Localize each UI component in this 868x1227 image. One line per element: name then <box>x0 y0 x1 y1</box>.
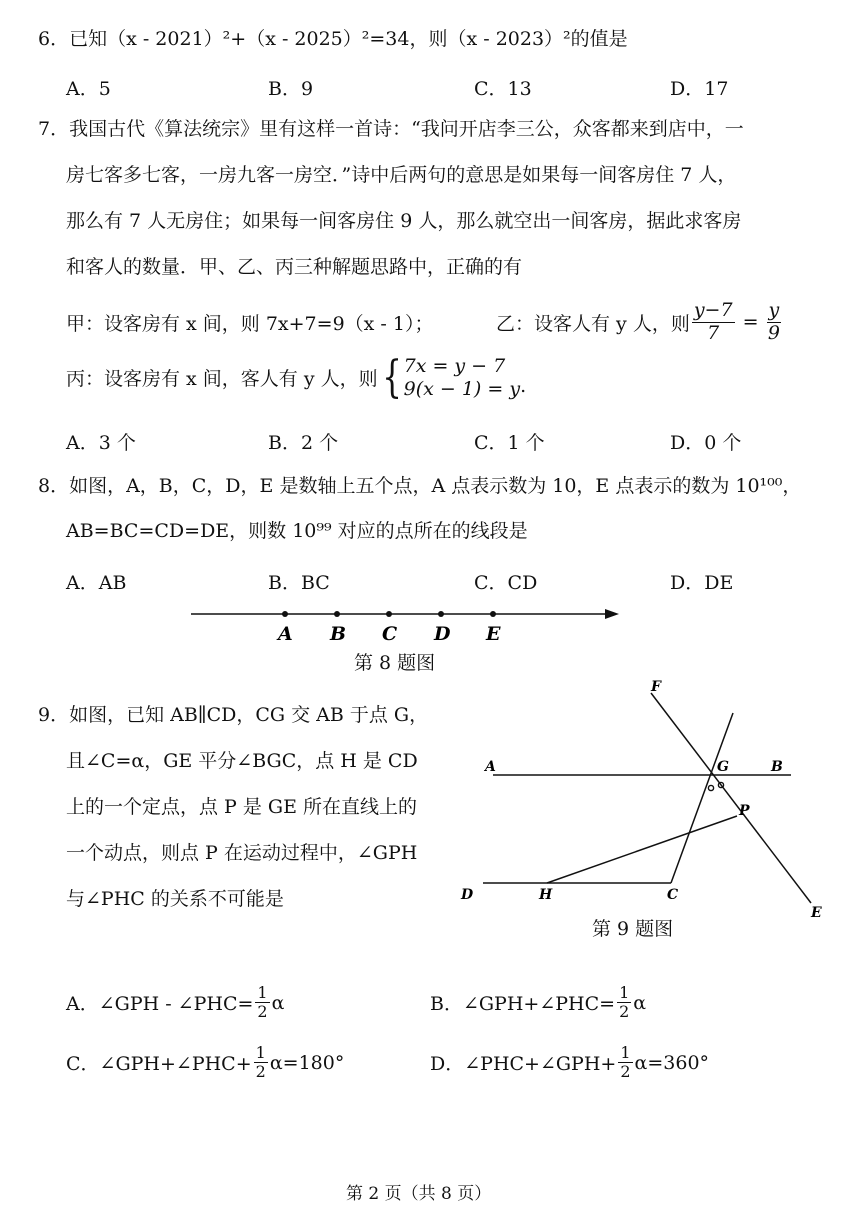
q9-line-4: 一个动点，则点 P 在运动过程中，∠GPH <box>66 842 418 864</box>
label-c: C <box>667 887 679 903</box>
half-num: 1 <box>255 1043 266 1062</box>
point-c-label: C <box>382 623 398 645</box>
half-num: 1 <box>620 1043 631 1062</box>
q9-option-d-post: α=360° <box>634 1051 710 1074</box>
point-c-dot <box>386 611 392 617</box>
point-b-dot <box>334 611 340 617</box>
q8-option-c: C．CD <box>474 572 538 594</box>
q7-yi-den: 7 <box>707 321 720 344</box>
page-footer: 第 2 页（共 8 页） <box>346 1184 492 1204</box>
line-hp <box>547 816 737 883</box>
q7-yi-equals: = <box>742 311 759 334</box>
q7-yi-den2: 9 <box>767 321 780 344</box>
q7-line-1: 7．我国古代《算法统宗》里有这样一首诗：“我问开店李三公，众客都来到店中，一 <box>38 118 744 140</box>
brace-icon: { <box>381 351 402 403</box>
q8-line-2: AB=BC=CD=DE，则数 10⁹⁹ 对应的点所在的线段是 <box>66 520 528 542</box>
q7-yi-fraction-left <box>692 300 735 345</box>
q7-option-b: B．2 个 <box>268 432 339 454</box>
q9-option-a-text: A．∠GPH - ∠PHC= <box>66 993 254 1016</box>
q6-option-c: C．13 <box>474 78 532 100</box>
point-b-label: B <box>330 623 347 645</box>
q9-line-2: 且∠C=α，GE 平分∠BGC，点 H 是 CD <box>66 750 418 772</box>
q9-option-a <box>66 984 284 1022</box>
half-den: 2 <box>255 1062 266 1082</box>
q9-option-a-alpha: α <box>271 991 285 1014</box>
q7-bing-eq1: 7x = y − 7 <box>403 355 506 377</box>
q9-line-5: 与∠PHC 的关系不可能是 <box>66 888 284 910</box>
q9-option-b <box>430 984 646 1022</box>
q8-option-b: B．BC <box>268 572 330 594</box>
q7-line-2: 房七客多七客，一房九客一房空．”诗中后两句的意思是如果每一间客房住 7 人， <box>66 164 737 186</box>
q7-bing <box>66 351 527 403</box>
q7-yi-prefix: 乙：设客人有 y 人，则 <box>496 312 690 335</box>
number-line-figure <box>185 600 625 650</box>
q9-option-b-text: B．∠GPH+∠PHC= <box>430 993 616 1016</box>
q8-option-a: A．AB <box>66 572 127 594</box>
label-g: G <box>717 759 729 775</box>
half-den: 2 <box>620 1062 631 1082</box>
q7-line-3: 那么有 7 人无房住；如果每一间客房住 9 人，那么就空出一间客房，据此求客房 <box>66 210 742 232</box>
q9-option-b-half <box>617 984 631 1022</box>
geometry-figure <box>455 675 835 935</box>
half-num: 1 <box>619 983 630 1002</box>
q9-line-3: 上的一个定点，点 P 是 GE 所在直线上的 <box>66 796 417 818</box>
q9-option-c-half <box>254 1044 268 1082</box>
q7-yi-fraction-right <box>767 300 782 345</box>
half-den: 2 <box>257 1002 268 1022</box>
q8-line-1: 8．如图，A，B，C，D，E 是数轴上五个点，A 点表示数为 10，E 点表示的数为 10¹⁰⁰， <box>38 475 802 497</box>
q9-option-d-text: D．∠PHC+∠GPH+ <box>430 1053 617 1076</box>
q7-bing-eq2: 9(x − 1) = y <box>403 377 521 400</box>
q6-option-b: B．9 <box>268 78 314 100</box>
q9-caption: 第 9 题图 <box>592 918 674 940</box>
line-cg <box>671 713 733 883</box>
q7-bing-end: . <box>520 374 527 397</box>
number-line-arrow-icon <box>605 609 619 619</box>
q9-option-a-half <box>255 984 269 1022</box>
label-h: H <box>539 887 553 903</box>
q9-option-d <box>430 1044 709 1082</box>
point-a-label: A <box>278 623 293 645</box>
q8-caption: 第 8 题图 <box>354 652 436 674</box>
label-f: F <box>651 679 661 695</box>
q7-yi-num: y−7 <box>693 299 733 321</box>
q7-bing-prefix: 丙：设客房有 x 间，客人有 y 人，则 <box>66 368 378 391</box>
point-e-label: E <box>486 623 501 645</box>
point-a-dot <box>282 611 288 617</box>
q9-option-c <box>66 1044 344 1082</box>
q7-jia: 甲：设客房有 x 间，则 7x+7=9（x - 1）； <box>66 313 434 335</box>
point-d-label: D <box>434 623 451 645</box>
label-d: D <box>461 887 474 903</box>
point-e-dot <box>490 611 496 617</box>
angle-mark-icon <box>708 785 713 790</box>
q7-line-4: 和客人的数量．甲、乙、丙三种解题思路中，正确的有 <box>66 256 523 278</box>
q9-option-b-alpha: α <box>633 991 647 1014</box>
q9-option-c-post: α=180° <box>269 1051 345 1074</box>
q7-option-c: C．1 个 <box>474 432 545 454</box>
q7-bing-system <box>404 355 520 401</box>
half-den: 2 <box>619 1002 630 1022</box>
q9-option-c-text: C．∠GPH+∠PHC+ <box>66 1053 252 1076</box>
point-d-dot <box>438 611 444 617</box>
q6-option-d: D．17 <box>670 78 729 100</box>
label-e: E <box>811 905 822 921</box>
label-a: A <box>485 759 496 775</box>
q8-option-d: D．DE <box>670 572 734 594</box>
q6-option-a: A．5 <box>66 78 111 100</box>
q7-yi-num2: y <box>768 299 780 321</box>
label-b: B <box>771 759 783 775</box>
label-p: P <box>739 803 750 819</box>
q7-option-a: A．3 个 <box>66 432 136 454</box>
half-num: 1 <box>257 983 268 1002</box>
q6-stem: 6．已知（x - 2021）²+（x - 2025）²=34，则（x - 2023）²的值是 <box>38 28 628 50</box>
q9-option-d-half <box>618 1044 632 1082</box>
q7-option-d: D．0 个 <box>670 432 742 454</box>
q7-yi <box>496 300 783 345</box>
q9-line-1: 9．如图，已知 AB∥CD，CG 交 AB 于点 G， <box>38 704 429 726</box>
